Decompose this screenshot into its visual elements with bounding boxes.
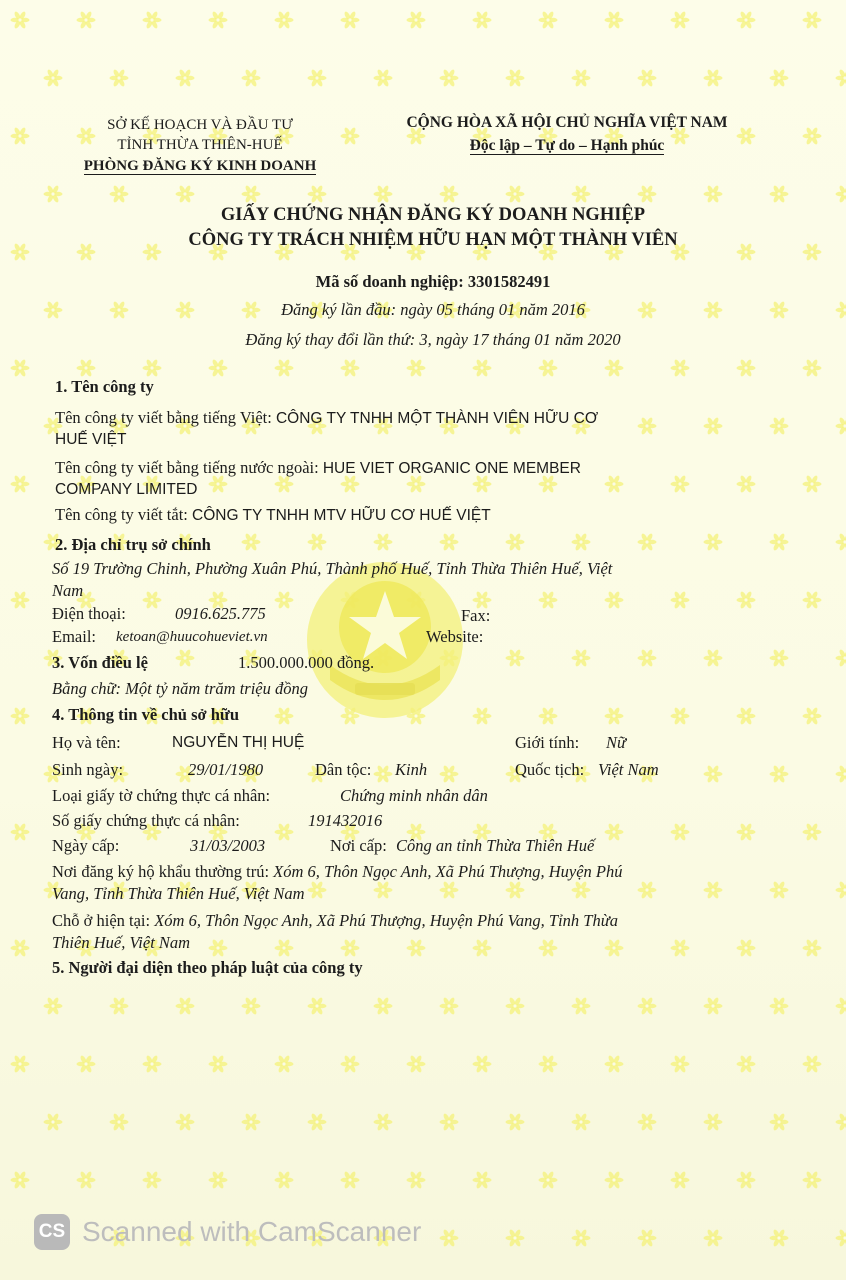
pattern-flower [605,11,624,30]
charter-capital-amount: 1.500.000.000 đồng. [238,653,375,672]
gender-value: Nữ [606,733,627,752]
company-name-foreign [55,458,581,479]
pattern-flower [209,11,228,30]
pattern-flower [473,707,492,726]
pattern-flower [209,1171,228,1190]
pattern-flower [209,939,228,958]
pattern-flower [572,533,591,552]
pattern-flower [242,185,261,204]
pattern-flower [638,533,657,552]
pattern-flower [209,1055,228,1074]
pattern-flower [605,1171,624,1190]
company-name-foreign-label: Tên công ty viết bằng tiếng nước ngoài: [55,458,319,477]
pattern-flower [770,1113,789,1132]
pattern-flower [671,939,690,958]
email-value: ketoan@huucohueviet.vn [116,629,268,645]
pattern-flower [407,1171,426,1190]
pattern-flower [704,649,723,668]
phone-label: Điện thoại: [52,604,126,623]
pattern-flower [704,997,723,1016]
pattern-flower [836,1229,846,1248]
pattern-flower [506,185,525,204]
pattern-flower [572,1229,591,1248]
pattern-flower [77,11,96,30]
pattern-flower [539,1171,558,1190]
pattern-flower [473,1171,492,1190]
pattern-flower [737,823,756,842]
pattern-flower [77,1171,96,1190]
pattern-flower [803,475,822,494]
pattern-flower [11,1171,30,1190]
pattern-flower [275,11,294,30]
pattern-flower [308,997,327,1016]
pattern-flower [110,997,129,1016]
pattern-flower [803,591,822,610]
pattern-flower [836,997,846,1016]
issue-place-value: Công an tỉnh Thừa Thiên Huế [396,836,595,855]
current-residence-value: Xóm 6, Thôn Ngọc Anh, Xã Phú Thượng, Huyện Phú Vang, Tỉnh Thừa [154,911,618,930]
pattern-flower [143,359,162,378]
pattern-flower [770,185,789,204]
pattern-flower [11,243,30,262]
issuer-province: TỈNH THỪA THIÊN-HUẾ [117,137,283,153]
pattern-flower [11,359,30,378]
pattern-flower [638,417,657,436]
pattern-flower [836,1113,846,1132]
owner-name-value: NGUYỄN THỊ HUỆ [172,734,305,751]
pattern-flower [242,533,261,552]
pattern-flower [836,533,846,552]
pattern-flower [44,1113,63,1132]
pattern-flower [803,823,822,842]
pattern-flower [341,1171,360,1190]
id-type-label: Loại giấy tờ chứng thực cá nhân: [52,786,271,805]
pattern-flower [539,591,558,610]
pattern-flower [440,533,459,552]
company-name-vietnamese-label: Tên công ty viết bằng tiếng Việt: [55,408,272,427]
pattern-flower [77,1055,96,1074]
pattern-flower [275,1055,294,1074]
pattern-flower [374,881,393,900]
current-residence-cont: Thiên Huế, Việt Nam [52,933,191,952]
pattern-flower [341,11,360,30]
pattern-flower [803,939,822,958]
pattern-flower [110,185,129,204]
pattern-flower [704,1113,723,1132]
pattern-flower [341,127,360,146]
pattern-flower [770,765,789,784]
fax-label: Fax: [461,606,491,625]
company-name-vietnamese-value: CÔNG TY TNHH MỘT THÀNH VIÊN HỮU CƠ [275,410,599,427]
ethnicity-value: Kinh [395,760,428,779]
id-type-value: Chứng minh nhân dân [340,786,488,805]
pattern-flower [671,11,690,30]
pattern-flower [803,1171,822,1190]
pattern-flower [539,1055,558,1074]
pattern-flower [11,823,30,842]
pattern-flower [539,359,558,378]
pattern-flower [77,359,96,378]
pattern-flower [11,707,30,726]
pattern-flower [242,1113,261,1132]
tax-code: Mã số doanh nghiệp: 3301582491 [315,272,551,291]
company-type-title: CÔNG TY TRÁCH NHIỆM HỮU HẠN MỘT THÀNH VIÊN [188,230,678,250]
pattern-flower [473,359,492,378]
pattern-flower [308,69,327,88]
pattern-flower [11,127,30,146]
pattern-flower [737,1171,756,1190]
pattern-flower [737,707,756,726]
camscanner-logo: CS [34,1214,70,1250]
pattern-flower [275,939,294,958]
pattern-flower [803,359,822,378]
pattern-flower [836,881,846,900]
national-motto-text: Độc lập – Tự do – Hạnh phúc [469,137,665,154]
pattern-flower [374,765,393,784]
pattern-flower [572,185,591,204]
pattern-flower [770,533,789,552]
pattern-flower [671,591,690,610]
pattern-flower [836,301,846,320]
pattern-flower [176,997,195,1016]
pattern-flower [770,69,789,88]
section-2-heading: 2. Địa chỉ trụ sở chính [55,535,211,554]
pattern-flower [737,591,756,610]
pattern-flower [770,881,789,900]
pattern-flower [671,1171,690,1190]
company-short-name [55,505,491,526]
company-short-name-label: Tên công ty viết tắt: [55,505,188,524]
pattern-flower [308,185,327,204]
issuer-department: SỞ KẾ HOẠCH VÀ ĐẦU TƯ [107,117,293,133]
permanent-residence-cont: Vang, Tỉnh Thừa Thiên Huế, Việt Nam [52,884,305,903]
pattern-flower [44,997,63,1016]
pattern-flower [176,69,195,88]
id-number-value: 191432016 [308,811,383,830]
pattern-flower [638,69,657,88]
national-title: CỘNG HÒA XÃ HỘI CHỦ NGHĨA VIỆT NAM [406,114,728,131]
pattern-flower [275,823,294,842]
pattern-flower [704,1229,723,1248]
pattern-flower [737,359,756,378]
issuer-office-text: PHÒNG ĐĂNG KÝ KINH DOANH [83,158,317,174]
pattern-flower [737,1055,756,1074]
pattern-flower [473,11,492,30]
pattern-flower [671,707,690,726]
pattern-flower [407,1055,426,1074]
pattern-flower [737,939,756,958]
pattern-flower [770,997,789,1016]
dob-value: 29/01/1980 [188,760,264,779]
pattern-flower [506,649,525,668]
pattern-flower [704,185,723,204]
pattern-flower [11,939,30,958]
pattern-flower [704,417,723,436]
pattern-flower [110,1113,129,1132]
ethnicity-label: Dân tộc: [315,760,372,779]
pattern-flower [143,591,162,610]
pattern-flower [275,359,294,378]
pattern-flower [440,69,459,88]
pattern-flower [836,765,846,784]
pattern-flower [209,359,228,378]
pattern-flower [440,1113,459,1132]
pattern-flower [671,359,690,378]
pattern-flower [770,417,789,436]
pattern-flower [704,765,723,784]
pattern-flower [473,1055,492,1074]
dob-label: Sinh ngày: [52,760,124,779]
pattern-flower [242,69,261,88]
section-3-heading: 3. Vốn điều lệ [52,653,148,672]
pattern-flower [605,591,624,610]
current-residence-label: Chỗ ở hiện tại: [52,911,151,930]
pattern-flower [506,1229,525,1248]
pattern-flower [110,69,129,88]
pattern-flower [506,1113,525,1132]
pattern-flower [572,69,591,88]
permanent-residence-label: Nơi đăng ký hộ khẩu thường trú: [52,862,270,881]
pattern-flower [539,11,558,30]
pattern-flower [440,1229,459,1248]
pattern-flower [671,823,690,842]
pattern-flower [440,765,459,784]
pattern-flower [572,997,591,1016]
section-5-heading: 5. Người đại diện theo pháp luật của công ty [52,958,363,977]
issue-date-value: 31/03/2003 [190,836,266,855]
issue-date-label: Ngày cấp: [52,836,120,855]
gender-label: Giới tính: [515,733,580,752]
pattern-flower [836,649,846,668]
pattern-flower [275,707,294,726]
pattern-flower [11,591,30,610]
pattern-flower [440,185,459,204]
pattern-flower [836,417,846,436]
national-motto [376,136,758,156]
head-office-address-cont: Nam [52,581,84,600]
permanent-residence [52,862,622,882]
pattern-flower [506,881,525,900]
nationality-value: Việt Nam [598,760,659,779]
pattern-flower [308,533,327,552]
pattern-flower [506,533,525,552]
pattern-flower [605,475,624,494]
pattern-flower [836,69,846,88]
permanent-residence-value: Xóm 6, Thôn Ngọc Anh, Xã Phú Thượng, Huyện Phú [273,862,623,881]
pattern-flower [143,11,162,30]
pattern-flower [803,707,822,726]
section-4-heading: 4. Thông tin về chủ sở hữu [52,705,240,724]
pattern-flower [374,185,393,204]
pattern-flower [44,185,63,204]
pattern-flower [341,1055,360,1074]
nationality-label: Quốc tịch: [515,760,585,779]
pattern-flower [308,881,327,900]
email-label: Email: [52,627,96,646]
pattern-flower [11,475,30,494]
issuer-office [62,156,338,176]
pattern-flower [803,127,822,146]
company-name-vietnamese-cont: HUẾ VIỆT [55,431,127,448]
pattern-flower [671,1055,690,1074]
pattern-flower [737,475,756,494]
pattern-flower [638,649,657,668]
pattern-flower [11,1055,30,1074]
pattern-flower [770,1229,789,1248]
pattern-flower [374,1113,393,1132]
pattern-flower [308,1113,327,1132]
charter-capital-in-words: Bằng chữ: Một tỷ năm trăm triệu đồng [52,679,309,698]
pattern-flower [704,69,723,88]
company-name-foreign-cont: COMPANY LIMITED [55,481,198,498]
pattern-flower [473,939,492,958]
pattern-flower [242,997,261,1016]
first-registration: Đăng ký lần đầu: ngày 05 tháng 01 năm 2016 [281,300,585,319]
pattern-flower [638,881,657,900]
pattern-flower [605,359,624,378]
company-short-name-value: CÔNG TY TNHH MTV HỮU CƠ HUẾ VIỆT [192,507,491,524]
pattern-flower [44,69,63,88]
pattern-flower [638,997,657,1016]
pattern-flower [605,823,624,842]
current-residence [52,911,618,931]
pattern-flower [341,939,360,958]
pattern-flower [803,1055,822,1074]
pattern-flower [275,591,294,610]
pattern-flower [143,1055,162,1074]
pattern-flower [143,1171,162,1190]
pattern-flower [176,185,195,204]
pattern-flower [638,1113,657,1132]
certificate-title: GIẤY CHỨNG NHẬN ĐĂNG KÝ DOANH NGHIỆP [220,205,646,225]
pattern-flower [341,359,360,378]
company-name-foreign-value: HUE VIET ORGANIC ONE MEMBER [322,460,581,477]
pattern-flower [605,1055,624,1074]
pattern-flower [407,359,426,378]
pattern-flower [704,881,723,900]
pattern-flower [704,533,723,552]
pattern-flower [506,997,525,1016]
pattern-flower [374,533,393,552]
section-1-heading: 1. Tên công ty [55,377,154,396]
pattern-flower [506,69,525,88]
issue-place-label: Nơi cấp: [330,836,387,855]
pattern-flower [176,649,195,668]
pattern-flower [638,1229,657,1248]
phone-value: 0916.625.775 [175,604,266,623]
pattern-flower [572,1113,591,1132]
pattern-flower [539,707,558,726]
pattern-flower [638,185,657,204]
pattern-flower [737,11,756,30]
head-office-address: Số 19 Trường Chinh, Phường Xuân Phú, Thành phố Huế, Tỉnh Thừa Thiên Huế, Việt [52,559,613,578]
pattern-flower [374,69,393,88]
pattern-flower [440,881,459,900]
pattern-flower [605,939,624,958]
pattern-flower [407,11,426,30]
pattern-flower [176,1113,195,1132]
pattern-flower [374,997,393,1016]
owner-name-label: Họ và tên: [52,733,121,752]
pattern-flower [572,649,591,668]
pattern-flower [836,185,846,204]
change-registration: Đăng ký thay đổi lần thứ: 3, ngày 17 tháng 01 năm 2020 [245,330,621,349]
pattern-flower [803,11,822,30]
pattern-flower [572,881,591,900]
pattern-flower [440,997,459,1016]
pattern-flower [275,1171,294,1190]
company-name-vietnamese [55,408,598,429]
website-label: Website: [426,627,484,646]
id-number-label: Số giấy chứng thực cá nhân: [52,811,240,830]
pattern-flower [11,11,30,30]
camscanner-watermark-text: Scanned with CamScanner [82,1216,422,1247]
pattern-flower [539,939,558,958]
pattern-flower [407,939,426,958]
pattern-flower [770,649,789,668]
pattern-flower [605,707,624,726]
pattern-flower [671,475,690,494]
